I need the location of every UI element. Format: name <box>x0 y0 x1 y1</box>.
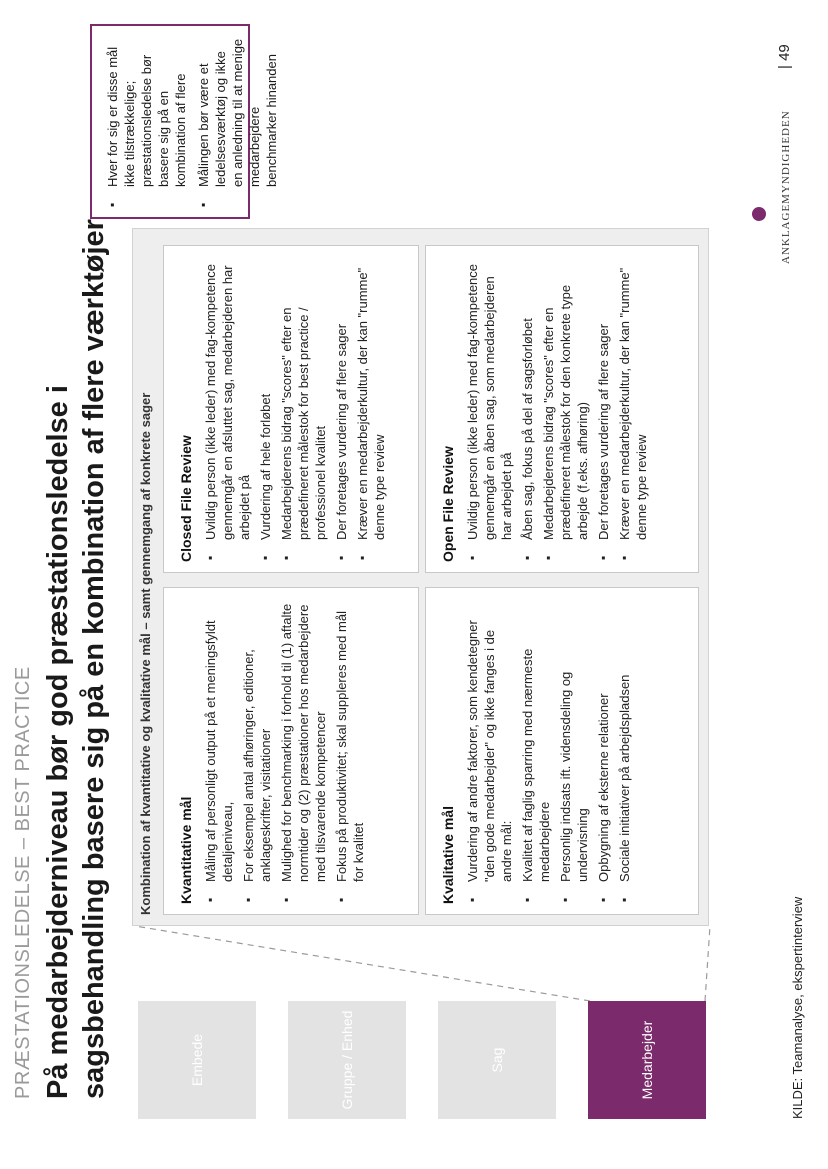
list-item: ▪ Der foretages vurdering af flere sager <box>595 256 612 562</box>
list-item: ▪ Kræver en medarbejderkultur, der kan "rumme" denne type review <box>616 256 650 562</box>
list-item: ▪ Vurdering af hele forløbet <box>257 256 274 562</box>
page-title: På medarbejderniveau bør god præstationsledelse i sagsbehandling basere sig på en kombination af flere værktøjer <box>42 219 110 1099</box>
level-label: Medarbejder <box>639 1020 655 1100</box>
bullet-list <box>202 246 388 572</box>
connector-lines <box>125 921 725 1001</box>
section-kicker: PRÆSTATIONSLEDELSE – BEST PRACTICE <box>12 666 34 1099</box>
list-item: ▪ Mulighed for benchmarking i forhold til (1) aftalte normtider og (2) præstationer hos medarbejdere med tilsvarende kompetencer <box>278 598 329 904</box>
callout-box <box>90 24 279 219</box>
list-item: ▪ Vurdering af andre faktorer, som kendetegner "den gode medarbejder" og ikke fanges i de andre mål: <box>464 598 515 904</box>
page-number: | 49 <box>776 44 793 69</box>
callout-item: ▪ Hver for sig er disse mål ikke tilstrækkelige; præstationsledelse bør basere sig på en kombination af flere <box>104 34 189 209</box>
bullet-list <box>464 588 633 914</box>
crest-logo-icon <box>752 207 766 221</box>
bullet-list <box>202 588 367 914</box>
list-item: ▪ Der foretages vurdering af flere sager <box>333 256 350 562</box>
list-item: ▪ Kvalitet af faglig sparring med nærmeste medarbejdere <box>519 598 553 904</box>
list-item: ▪ Måling af personligt output på et meningsfyldt detaljeniveau, <box>202 598 236 904</box>
list-item: ▪ Fokus på produktivitet; skal suppleres med mål for kvalitet <box>333 598 367 904</box>
list-item: ▪ Personlig indsats ift. vidensdeling og undervisning <box>557 598 591 904</box>
list-item: ▪ For eksempel antal afhøringer, editioner, anklageskrifter, visitationer <box>240 598 274 904</box>
box-title: Open File Review <box>440 446 456 562</box>
box-title: Kvalitative mål <box>440 805 456 904</box>
level-label: Embede <box>189 1033 205 1087</box>
list-item: ▪ Åben sag, fokus på del af sagsforløbet <box>519 256 536 562</box>
list-item: ▪ Uvildig person (ikke leder) med fag-kompetence gennemgår en afsluttet sag, medarbejderen har arbejdet på <box>202 256 253 562</box>
callout-item: ▪ Målingen bør være et ledelsesværktøj og ikke en anledning til at menige medarbejdere benchmarker hinanden <box>195 34 280 209</box>
level-label: Gruppe / Enhed <box>339 1010 355 1110</box>
list-item: ▪ Kræver en medarbejderkultur, der kan "rumme" denne type review <box>354 256 388 562</box>
level-label: Sag <box>489 1047 505 1073</box>
box-closed-file-review <box>163 245 419 573</box>
level-embede <box>138 1001 256 1119</box>
list-item: ▪ Uvildig person (ikke leder) med fag-kompetence gennemgår en åben sag, som medarbejderen har arbejdet på <box>464 256 515 562</box>
list-item: ▪ Medarbejderens bidrag "scores" efter en prædefineret målestok for den konkrete type arbejde (f.eks. afhøring) <box>540 256 591 562</box>
list-item: ▪ Medarbejderens bidrag "scores" efter en prædefineret målestok for best practice / professionel kvalitet <box>278 256 329 562</box>
bullet-list <box>464 246 650 572</box>
box-title: Kvantitative mål <box>178 796 194 904</box>
box-kvantitative <box>163 587 419 915</box>
box-title: Closed File Review <box>178 435 194 562</box>
box-kvalitative <box>425 587 699 915</box>
list-item: ▪ Sociale initiativer på arbejdspladsen <box>616 598 633 904</box>
level-medarbejder <box>588 1001 706 1119</box>
connector-line-bottom <box>705 926 710 1001</box>
tools-panel <box>132 228 709 926</box>
connector-line-top <box>135 926 590 1001</box>
level-gruppe-enhed <box>288 1001 406 1119</box>
organization-name: ANKLAGEMYNDIGHEDEN <box>780 110 792 264</box>
level-sag <box>438 1001 556 1119</box>
box-open-file-review <box>425 245 699 573</box>
list-item: ▪ Opbygning af eksterne relationer <box>595 598 612 904</box>
callout-list <box>104 34 280 209</box>
source-note: KILDE: Teamanalyse, ekspertinterview <box>790 896 805 1119</box>
panel-header: Kombination af kvantitative og kvalitative mål – samt gennemgang af konkrete sager <box>138 392 153 915</box>
